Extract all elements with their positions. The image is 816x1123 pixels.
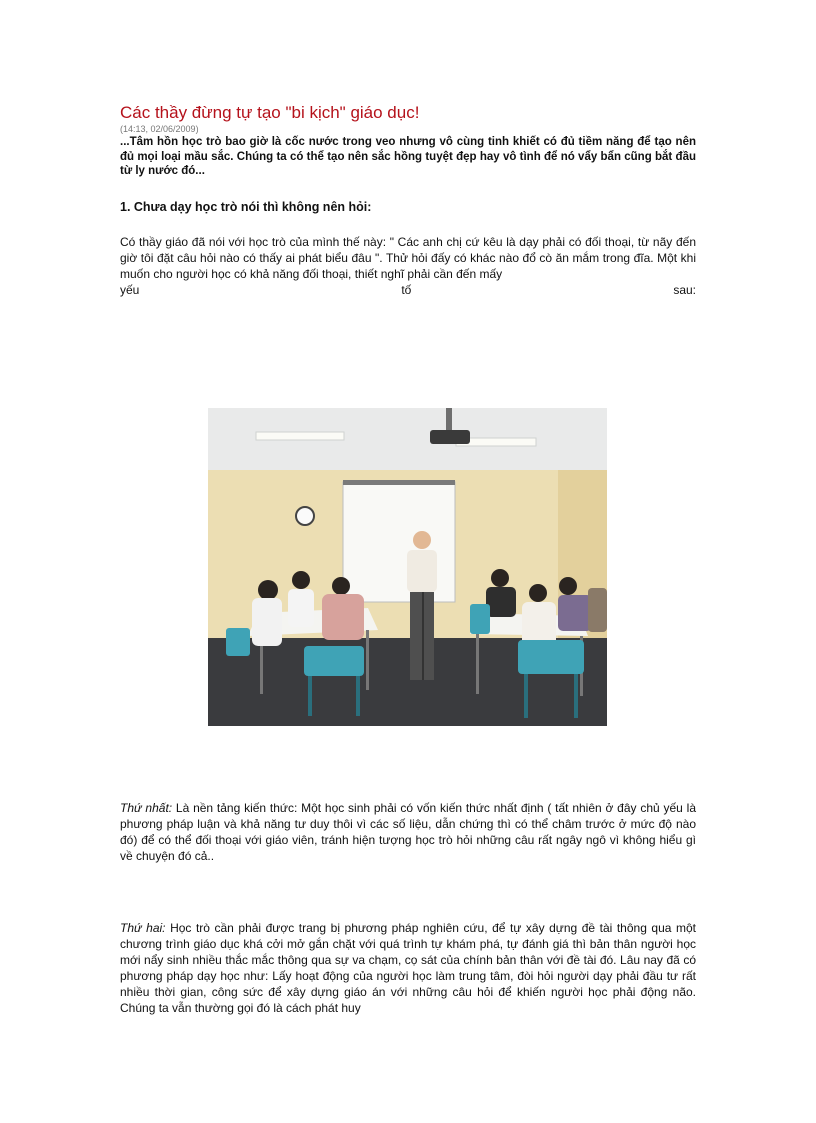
point-first-label: Thứ nhất: <box>120 801 173 815</box>
last-line-word-1: yếu <box>120 283 140 297</box>
section-heading: 1. Chưa dạy học trò nói thì không nên hỏi: <box>120 200 372 214</box>
point-second <box>120 920 696 1016</box>
classroom-photo <box>208 408 607 726</box>
paragraph-last-line <box>120 282 696 298</box>
article-lead: ...Tâm hồn học trò bao giờ là cốc nước trong veo nhưng vô cùng tinh khiết có đủ tiềm năng để tạo nên đủ mọi loại mầu sắc. Chúng ta có thể tạo nên sắc hồng tuyệt đẹp hay vô tình để nó vẩy bẩn cũng bắt đầu từ ly nước đó... <box>120 136 696 177</box>
article-title: Các thầy đừng tự tạo "bi kịch" giáo dục! <box>120 103 420 122</box>
section-paragraph: Có thầy giáo đã nói với học trò của mình thế này: " Các anh chị cứ kêu là dạy phải có đối thoại, từ nãy đến giờ tôi đặt câu hỏi nào có thấy ai phát biểu đâu ". Thử hỏi đấy có khác nào đổ cò ăn mắm trong đĩa. Một khi muốn cho người học có khả năng đối thoại, thiết nghĩ phải cần đến mấy <box>120 235 696 281</box>
point-first <box>120 800 696 864</box>
article-timestamp: (14:13, 02/06/2009) <box>120 124 199 134</box>
point-first-text: Là nền tảng kiến thức: Một học sinh phải có vốn kiến thức nhất định ( tất nhiên ở đây chủ yếu là phương pháp luận và khả năng tư duy thôi vì các số liệu, dẫn chứng thì có thể châm trước ở mức độ nào đó) để có thể đối thoại với giáo viên, tránh hiện tượng học trò hỏi những câu rất ngây ngô vì không hiểu gì về chuyện đó cả.. <box>120 801 696 863</box>
point-second-label: Thứ hai: <box>120 921 166 935</box>
last-line-word-2: tố <box>401 283 412 297</box>
point-second-text: Học trò cần phải được trang bị phương pháp nghiên cứu, để tự xây dựng đề tài thông qua một chương trình giáo dục khá cởi mở gắn chặt với quá trình tự khám phá, tự đánh giá thì bản thân người học mới nẩy sinh nhiều thắc mắc thông qua sự va chạm, cọ sát của chính bản thân với đề tài đó. Lâu nay đã có phương pháp dạy học như: Lấy hoạt động của người học làm trung tâm, đòi hỏi người dạy phải đầu tư rất nhiều thời gian, công sức để xây dựng giáo án với những câu hỏi để khiến người học phải động não. Chúng ta vẫn thường gọi đó là cách phát huy <box>120 921 697 1015</box>
last-line-word-3: sau: <box>673 283 696 297</box>
